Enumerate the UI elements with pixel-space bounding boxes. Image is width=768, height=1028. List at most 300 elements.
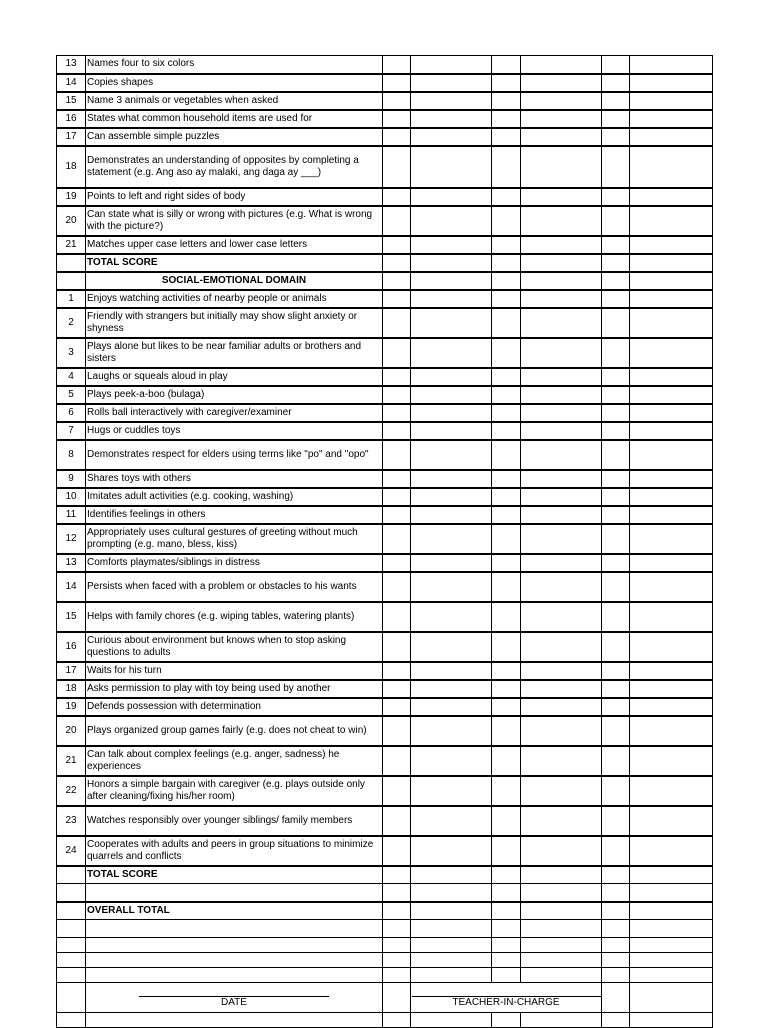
score-cell[interactable] [411, 920, 492, 938]
score-cell[interactable] [383, 188, 411, 206]
score-cell[interactable] [492, 440, 521, 470]
score-cell[interactable] [492, 422, 521, 440]
score-cell[interactable] [383, 806, 411, 836]
score-cell[interactable] [630, 386, 713, 404]
score-cell[interactable] [383, 422, 411, 440]
score-cell[interactable] [602, 290, 630, 308]
item-number: 22 [57, 776, 86, 806]
score-cell[interactable] [383, 632, 411, 662]
score-cell[interactable] [492, 110, 521, 128]
score-cell[interactable] [411, 386, 492, 404]
score-cell[interactable] [492, 188, 521, 206]
score-cell[interactable] [383, 836, 411, 866]
score-cell[interactable] [383, 968, 411, 983]
score-cell[interactable] [521, 572, 602, 602]
score-cell[interactable] [602, 968, 630, 983]
score-cell[interactable] [383, 884, 411, 902]
score-cell[interactable] [383, 1013, 411, 1028]
score-cell[interactable] [521, 338, 602, 368]
score-cell[interactable] [411, 602, 492, 632]
score-cell[interactable] [602, 938, 630, 953]
score-cell[interactable] [492, 776, 521, 806]
score-cell[interactable] [411, 716, 492, 746]
score-cell[interactable] [521, 404, 602, 422]
score-cell[interactable] [630, 884, 713, 902]
score-cell[interactable] [602, 308, 630, 338]
score-cell[interactable] [602, 422, 630, 440]
score-cell[interactable] [602, 146, 630, 188]
score-cell[interactable] [521, 716, 602, 746]
item-number: 13 [57, 56, 86, 74]
item-number: 19 [57, 188, 86, 206]
score-cell[interactable] [57, 953, 86, 968]
score-cell[interactable] [521, 254, 602, 272]
score-cell[interactable] [630, 572, 713, 602]
score-cell[interactable] [492, 128, 521, 146]
score-cell[interactable] [630, 938, 713, 953]
date-signature-cell[interactable] [86, 983, 383, 1013]
score-cell[interactable] [492, 968, 521, 983]
score-cell[interactable] [383, 953, 411, 968]
score-cell[interactable] [521, 236, 602, 254]
score-cell[interactable] [57, 920, 86, 938]
score-cell[interactable] [411, 572, 492, 602]
score-cell[interactable] [602, 206, 630, 236]
score-cell[interactable] [602, 128, 630, 146]
item-description: Plays organized group games fairly (e.g. does not cheat to win) [86, 716, 383, 746]
score-cell[interactable] [492, 92, 521, 110]
item-number: 18 [57, 146, 86, 188]
score-cell[interactable] [411, 470, 492, 488]
score-cell[interactable] [411, 338, 492, 368]
score-cell[interactable] [383, 470, 411, 488]
score-cell[interactable] [602, 632, 630, 662]
score-cell[interactable] [521, 506, 602, 524]
score-cell[interactable] [383, 308, 411, 338]
score-cell[interactable] [383, 698, 411, 716]
score-cell[interactable] [630, 680, 713, 698]
score-cell[interactable] [602, 386, 630, 404]
item-description: Demonstrates respect for elders using terms like "po" and "opo" [86, 440, 383, 470]
score-cell[interactable] [411, 554, 492, 572]
score-cell[interactable] [383, 254, 411, 272]
score-cell[interactable] [602, 776, 630, 806]
score-cell[interactable] [411, 866, 492, 884]
score-cell[interactable] [602, 272, 630, 290]
score-cell[interactable] [630, 368, 713, 386]
score-cell[interactable] [492, 680, 521, 698]
score-cell[interactable] [521, 953, 602, 968]
score-cell[interactable] [521, 422, 602, 440]
score-cell[interactable] [411, 632, 492, 662]
score-cell[interactable] [602, 74, 630, 92]
score-cell[interactable] [86, 938, 383, 953]
score-cell[interactable] [411, 698, 492, 716]
score-cell[interactable] [521, 902, 602, 920]
score-cell[interactable] [411, 422, 492, 440]
total-score-label-row [57, 254, 713, 272]
score-cell[interactable] [521, 698, 602, 716]
score-cell[interactable] [86, 920, 383, 938]
score-cell[interactable] [630, 866, 713, 884]
score-cell[interactable] [383, 866, 411, 884]
score-cell[interactable] [492, 554, 521, 572]
score-cell[interactable] [630, 836, 713, 866]
score-cell[interactable] [492, 254, 521, 272]
score-cell[interactable] [57, 968, 86, 983]
score-cell[interactable] [602, 716, 630, 746]
score-cell[interactable] [630, 236, 713, 254]
score-cell[interactable] [492, 662, 521, 680]
score-cell[interactable] [630, 254, 713, 272]
score-cell[interactable] [602, 866, 630, 884]
score-cell[interactable] [492, 488, 521, 506]
score-cell[interactable] [602, 920, 630, 938]
score-cell[interactable] [492, 920, 521, 938]
score-cell[interactable] [492, 866, 521, 884]
score-cell[interactable] [630, 698, 713, 716]
score-cell[interactable] [602, 902, 630, 920]
score-cell[interactable] [602, 470, 630, 488]
score-cell[interactable] [492, 902, 521, 920]
score-cell[interactable] [602, 338, 630, 368]
score-cell[interactable] [383, 92, 411, 110]
score-cell[interactable] [411, 368, 492, 386]
score-cell[interactable] [602, 404, 630, 422]
item-description: Identifies feelings in others [86, 506, 383, 524]
score-cell[interactable] [411, 440, 492, 470]
score-cell[interactable] [411, 836, 492, 866]
score-cell[interactable] [86, 968, 383, 983]
score-cell[interactable] [411, 110, 492, 128]
score-cell[interactable] [602, 662, 630, 680]
score-cell[interactable] [630, 206, 713, 236]
item-row [57, 776, 713, 806]
score-cell[interactable] [602, 524, 630, 554]
item-number: 8 [57, 440, 86, 470]
score-cell[interactable] [630, 110, 713, 128]
score-cell[interactable] [411, 128, 492, 146]
score-cell[interactable] [602, 56, 630, 74]
score-cell[interactable] [630, 806, 713, 836]
score-cell[interactable] [521, 188, 602, 206]
score-cell[interactable] [521, 440, 602, 470]
score-cell[interactable] [630, 968, 713, 983]
score-cell[interactable] [57, 1013, 86, 1028]
score-cell[interactable] [521, 110, 602, 128]
score-cell[interactable] [383, 902, 411, 920]
score-cell[interactable] [411, 968, 492, 983]
score-cell[interactable] [383, 938, 411, 953]
score-cell[interactable] [630, 188, 713, 206]
score-cell[interactable] [602, 680, 630, 698]
score-cell[interactable] [602, 440, 630, 470]
score-cell[interactable] [383, 716, 411, 746]
score-cell[interactable] [383, 290, 411, 308]
score-cell[interactable] [411, 902, 492, 920]
score-cell[interactable] [383, 602, 411, 632]
item-number: 23 [57, 806, 86, 836]
score-cell[interactable] [602, 746, 630, 776]
score-cell[interactable] [602, 806, 630, 836]
score-cell[interactable] [411, 746, 492, 776]
score-cell[interactable] [630, 632, 713, 662]
score-cell[interactable] [492, 806, 521, 836]
score-cell[interactable] [521, 968, 602, 983]
score-cell[interactable] [492, 884, 521, 902]
score-cell[interactable] [492, 746, 521, 776]
score-cell[interactable] [86, 953, 383, 968]
score-cell[interactable] [492, 506, 521, 524]
score-cell[interactable] [492, 632, 521, 662]
score-cell[interactable] [383, 680, 411, 698]
score-cell[interactable] [630, 524, 713, 554]
score-cell[interactable] [630, 746, 713, 776]
score-cell[interactable] [411, 254, 492, 272]
score-cell[interactable] [383, 776, 411, 806]
score-cell[interactable] [411, 884, 492, 902]
score-cell[interactable] [411, 776, 492, 806]
score-cell[interactable] [411, 206, 492, 236]
empty-number-cell [57, 866, 86, 884]
score-cell[interactable] [492, 698, 521, 716]
score-cell[interactable] [521, 746, 602, 776]
score-cell[interactable] [411, 236, 492, 254]
score-cell[interactable] [383, 128, 411, 146]
score-cell[interactable] [630, 506, 713, 524]
score-cell[interactable] [383, 272, 411, 290]
score-cell[interactable] [630, 56, 713, 74]
score-cell[interactable] [630, 404, 713, 422]
score-cell[interactable] [383, 404, 411, 422]
score-cell[interactable] [602, 254, 630, 272]
score-cell[interactable] [630, 662, 713, 680]
score-cell[interactable] [492, 272, 521, 290]
score-cell[interactable] [521, 146, 602, 188]
score-cell[interactable] [383, 554, 411, 572]
score-cell[interactable] [630, 308, 713, 338]
item-row [57, 506, 713, 524]
score-cell[interactable] [630, 488, 713, 506]
score-cell[interactable] [411, 953, 492, 968]
score-cell[interactable] [492, 308, 521, 338]
score-cell[interactable] [411, 938, 492, 953]
score-cell[interactable] [492, 572, 521, 602]
item-number: 24 [57, 836, 86, 866]
score-cell[interactable] [411, 146, 492, 188]
score-cell[interactable] [411, 188, 492, 206]
score-cell[interactable] [492, 56, 521, 74]
score-cell[interactable] [492, 146, 521, 188]
score-cell[interactable] [630, 716, 713, 746]
score-cell[interactable] [492, 716, 521, 746]
score-cell[interactable] [383, 746, 411, 776]
score-cell[interactable] [383, 488, 411, 506]
score-cell[interactable] [521, 524, 602, 554]
score-cell[interactable] [383, 110, 411, 128]
score-cell[interactable] [492, 602, 521, 632]
score-cell[interactable] [383, 74, 411, 92]
score-cell[interactable] [492, 206, 521, 236]
score-cell[interactable] [57, 884, 86, 902]
score-cell[interactable] [602, 572, 630, 602]
score-cell[interactable] [630, 983, 713, 1013]
score-cell[interactable] [521, 128, 602, 146]
score-cell[interactable] [383, 206, 411, 236]
score-cell[interactable] [521, 206, 602, 236]
score-cell[interactable] [383, 506, 411, 524]
score-cell[interactable] [492, 404, 521, 422]
score-cell[interactable] [521, 776, 602, 806]
score-cell[interactable] [630, 470, 713, 488]
score-cell[interactable] [492, 368, 521, 386]
score-cell[interactable] [492, 836, 521, 866]
score-cell[interactable] [630, 953, 713, 968]
score-cell[interactable] [602, 836, 630, 866]
score-cell[interactable] [383, 146, 411, 188]
score-cell[interactable] [86, 1013, 383, 1028]
score-cell[interactable] [492, 953, 521, 968]
score-cell[interactable] [492, 74, 521, 92]
score-cell[interactable] [383, 236, 411, 254]
item-description: Watches responsibly over younger siblings/ family members [86, 806, 383, 836]
score-cell[interactable] [521, 662, 602, 680]
score-cell[interactable] [521, 554, 602, 572]
score-cell[interactable] [411, 524, 492, 554]
score-cell[interactable] [383, 368, 411, 386]
score-cell[interactable] [602, 884, 630, 902]
item-row [57, 74, 713, 92]
score-cell[interactable] [383, 920, 411, 938]
score-cell[interactable] [602, 488, 630, 506]
item-row [57, 572, 713, 602]
score-cell[interactable] [602, 368, 630, 386]
score-cell[interactable] [383, 662, 411, 680]
score-cell[interactable] [630, 74, 713, 92]
score-cell[interactable] [411, 506, 492, 524]
score-cell[interactable] [411, 92, 492, 110]
score-cell[interactable] [630, 290, 713, 308]
score-cell[interactable] [630, 146, 713, 188]
score-cell[interactable] [521, 368, 602, 386]
score-cell[interactable] [411, 806, 492, 836]
score-cell[interactable] [492, 524, 521, 554]
score-cell[interactable] [492, 290, 521, 308]
score-cell[interactable] [521, 806, 602, 836]
score-cell[interactable] [411, 1013, 492, 1028]
score-cell[interactable] [492, 1013, 521, 1028]
score-cell[interactable] [630, 554, 713, 572]
score-cell[interactable] [602, 983, 630, 1013]
score-cell[interactable] [521, 56, 602, 74]
score-cell[interactable] [492, 470, 521, 488]
score-cell[interactable] [521, 938, 602, 953]
score-cell[interactable] [521, 92, 602, 110]
score-cell[interactable] [630, 602, 713, 632]
score-cell[interactable] [521, 602, 602, 632]
score-cell[interactable] [602, 506, 630, 524]
score-cell[interactable] [383, 440, 411, 470]
score-cell[interactable] [521, 866, 602, 884]
score-cell[interactable] [630, 776, 713, 806]
score-cell[interactable] [492, 386, 521, 404]
score-cell[interactable] [411, 680, 492, 698]
score-cell[interactable] [521, 74, 602, 92]
score-cell[interactable] [521, 488, 602, 506]
score-cell[interactable] [602, 953, 630, 968]
score-cell[interactable] [57, 938, 86, 953]
score-cell[interactable] [86, 884, 383, 902]
score-cell[interactable] [411, 488, 492, 506]
item-number: 6 [57, 404, 86, 422]
score-cell[interactable] [411, 56, 492, 74]
score-cell[interactable] [492, 938, 521, 953]
score-cell[interactable] [411, 662, 492, 680]
teacher-signature-cell[interactable] [411, 983, 602, 1013]
score-cell[interactable] [630, 440, 713, 470]
score-cell[interactable] [630, 902, 713, 920]
score-cell[interactable] [411, 308, 492, 338]
score-cell[interactable] [492, 338, 521, 368]
score-cell[interactable] [630, 128, 713, 146]
score-cell[interactable] [602, 554, 630, 572]
score-cell[interactable] [521, 1013, 602, 1028]
score-cell[interactable] [383, 56, 411, 74]
score-cell[interactable] [602, 110, 630, 128]
score-cell[interactable] [602, 188, 630, 206]
score-cell[interactable] [411, 74, 492, 92]
score-cell[interactable] [383, 386, 411, 404]
score-cell[interactable] [383, 572, 411, 602]
score-cell[interactable] [630, 422, 713, 440]
score-cell[interactable] [602, 236, 630, 254]
score-cell[interactable] [521, 386, 602, 404]
score-cell[interactable] [602, 698, 630, 716]
score-cell[interactable] [602, 92, 630, 110]
score-cell[interactable] [411, 272, 492, 290]
score-cell[interactable] [521, 884, 602, 902]
item-number: 20 [57, 716, 86, 746]
score-cell[interactable] [383, 338, 411, 368]
score-cell[interactable] [521, 836, 602, 866]
score-cell[interactable] [630, 338, 713, 368]
score-cell[interactable] [521, 470, 602, 488]
score-cell[interactable] [630, 272, 713, 290]
score-cell[interactable] [521, 308, 602, 338]
score-cell[interactable] [630, 920, 713, 938]
score-cell[interactable] [602, 1013, 630, 1028]
score-cell[interactable] [630, 1013, 713, 1028]
item-row [57, 680, 713, 698]
score-cell[interactable] [383, 524, 411, 554]
score-cell[interactable] [602, 602, 630, 632]
score-cell[interactable] [521, 632, 602, 662]
item-number: 2 [57, 308, 86, 338]
score-cell[interactable] [521, 920, 602, 938]
score-cell[interactable] [411, 290, 492, 308]
score-cell[interactable] [521, 680, 602, 698]
score-cell[interactable] [630, 92, 713, 110]
score-cell[interactable] [492, 236, 521, 254]
score-cell[interactable] [521, 290, 602, 308]
item-row [57, 806, 713, 836]
item-description: Plays peek-a-boo (bulaga) [86, 386, 383, 404]
empty-number-cell [57, 983, 86, 1013]
item-row [57, 386, 713, 404]
score-cell[interactable] [411, 404, 492, 422]
score-cell[interactable] [521, 272, 602, 290]
item-number: 21 [57, 236, 86, 254]
